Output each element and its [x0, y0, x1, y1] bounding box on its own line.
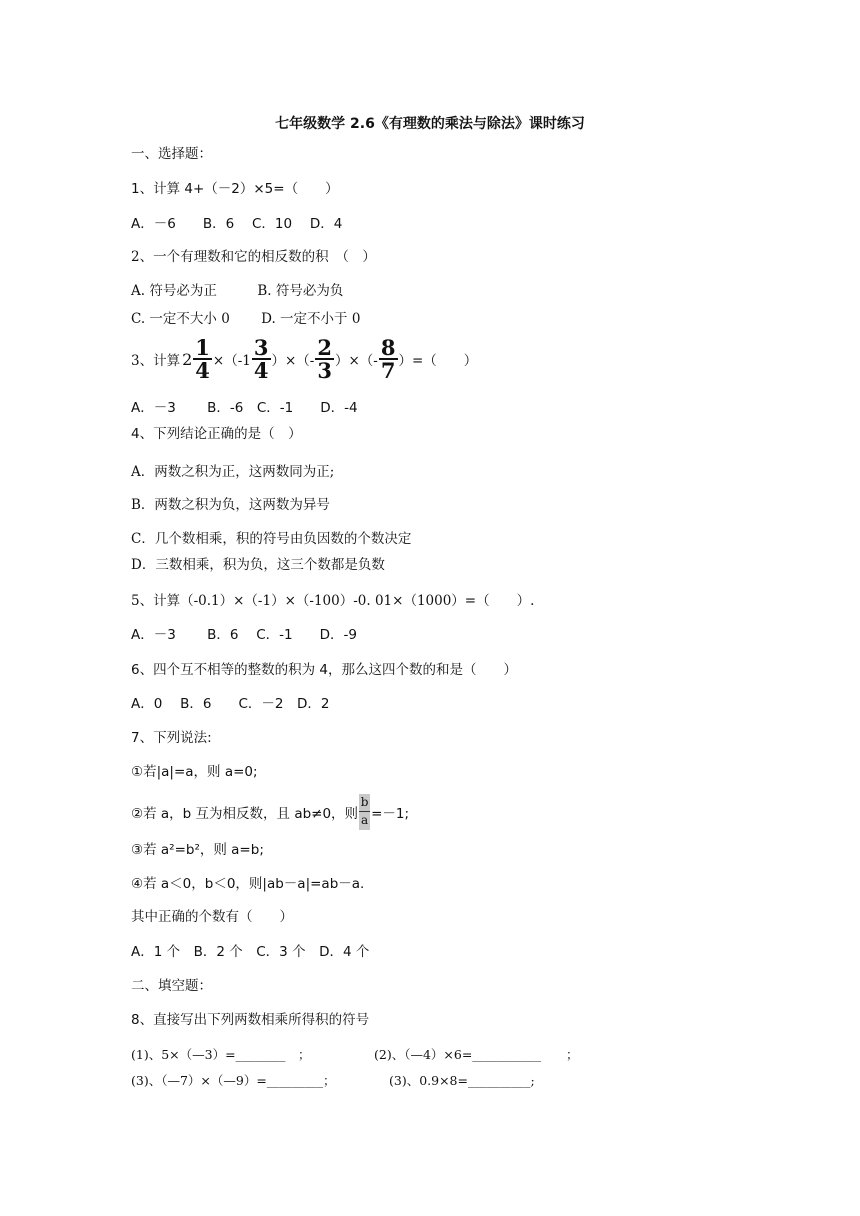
page-title: 七年级数学 2.6《有理数的乘法与除法》课时练习: [275, 116, 585, 132]
fraction-3-numerator: 2: [317, 335, 332, 360]
question-3-suffix: ）=（ ）: [398, 353, 478, 369]
question-8-blank-3[interactable]: (3)、（—7）×（—9）=_________；: [131, 1073, 336, 1088]
question-8-stem: 8、直接写出下列两数相乘所得积的符号: [131, 1012, 370, 1028]
question-3-stem: [131, 336, 477, 382]
fraction-3: [315, 337, 334, 381]
question-4-option-c: C．几个数相乘，积的符号由负因数的个数决定: [131, 531, 412, 547]
question-6-options: A．0 B．6 C．－2 D．2: [131, 696, 330, 712]
fraction-2-denominator: 4: [253, 358, 269, 383]
fraction-2-numerator: 3: [253, 335, 269, 360]
question-7-statement-1: ①若|a|=a，则 a=0;: [131, 764, 258, 780]
section-heading-choice: 一、选择题：: [131, 146, 212, 162]
question-2-options-line1: A. 符号必为正 B. 符号必为负: [131, 283, 344, 299]
question-8-blank-1[interactable]: (1)、5×（—3）=________ ；: [131, 1047, 311, 1062]
statement-2-suffix: =－1;: [371, 806, 410, 822]
fraction-4-denominator: 7: [380, 358, 396, 383]
question-2-options-line2: C. 一定不大小 0 D. 一定不小于 0: [131, 311, 361, 327]
fraction-b-over-a: [359, 794, 370, 830]
question-4-option-d: D．三数相乘，积为负，这三个数都是负数: [131, 557, 385, 573]
question-4-option-a: A．两数之积为正，这两数同为正;: [131, 464, 335, 480]
question-3-separator-1: ×（-1: [212, 353, 251, 369]
fraction-a-denominator: a: [360, 813, 369, 827]
question-3-prefix: 3、计算: [131, 353, 181, 369]
question-6-stem: 6、四个互不相等的整数的积为 4，那么这四个数的和是（ ）: [131, 662, 517, 678]
fraction-1-denominator: 4: [195, 358, 210, 383]
question-4-stem: 4、下列结论正确的是（ ）: [131, 426, 302, 442]
question-7-stem: 7、下列说法:: [131, 730, 212, 746]
fraction-3-denominator: 3: [317, 358, 332, 383]
question-5-options: A．－3 B．6 C．-1 D．-9: [131, 627, 357, 643]
fraction-4: [379, 337, 398, 381]
question-3-separator-3: ）×（-: [335, 353, 378, 369]
question-1-options: A．－6 B．6 C．10 D．4: [131, 216, 343, 232]
fraction-b-numerator: b: [359, 794, 370, 812]
question-3-options: A．－3 B．-6 C．-1 D．-4: [131, 400, 358, 416]
question-1-stem: 1、计算 4+（－2）×5=（ ）: [131, 181, 339, 197]
question-3-whole-part: 2: [182, 349, 193, 369]
question-5-stem: 5、计算（-0.1）×（-1）×（-100）-0. 01×（1000）=（ ）.: [131, 593, 535, 609]
question-7-statement-2: [131, 793, 409, 831]
question-7-statement-4: ④若 a＜0，b＜0，则|ab－a|=ab－a.: [131, 876, 365, 892]
question-2-stem: 2、一个有理数和它的相反数的积 （ ）: [131, 249, 376, 265]
question-8-blank-4[interactable]: (3)、0.9×8=__________;: [389, 1073, 535, 1088]
question-7-options: A．1 个 B．2 个 C．3 个 D．4 个: [131, 944, 370, 960]
statement-2-prefix: ②若 a，b 互为相反数，且 ab≠0，则: [131, 806, 359, 822]
section-heading-fill: 二、填空题：: [131, 978, 212, 994]
fraction-4-numerator: 8: [380, 335, 396, 360]
question-4-option-b: B．两数之积为负，这两数为异号: [131, 497, 330, 513]
question-3-separator-2: ）×（-: [271, 353, 315, 369]
fraction-1: [193, 337, 212, 381]
question-7-statement-3: ③若 a²=b²，则 a=b;: [131, 842, 264, 858]
question-7-prompt: 其中正确的个数有（ ）: [131, 909, 293, 925]
fraction-1-numerator: 1: [195, 335, 210, 360]
fraction-2: [252, 337, 271, 381]
question-8-blank-2[interactable]: (2)、（—4）×6=___________ ；: [374, 1047, 579, 1062]
